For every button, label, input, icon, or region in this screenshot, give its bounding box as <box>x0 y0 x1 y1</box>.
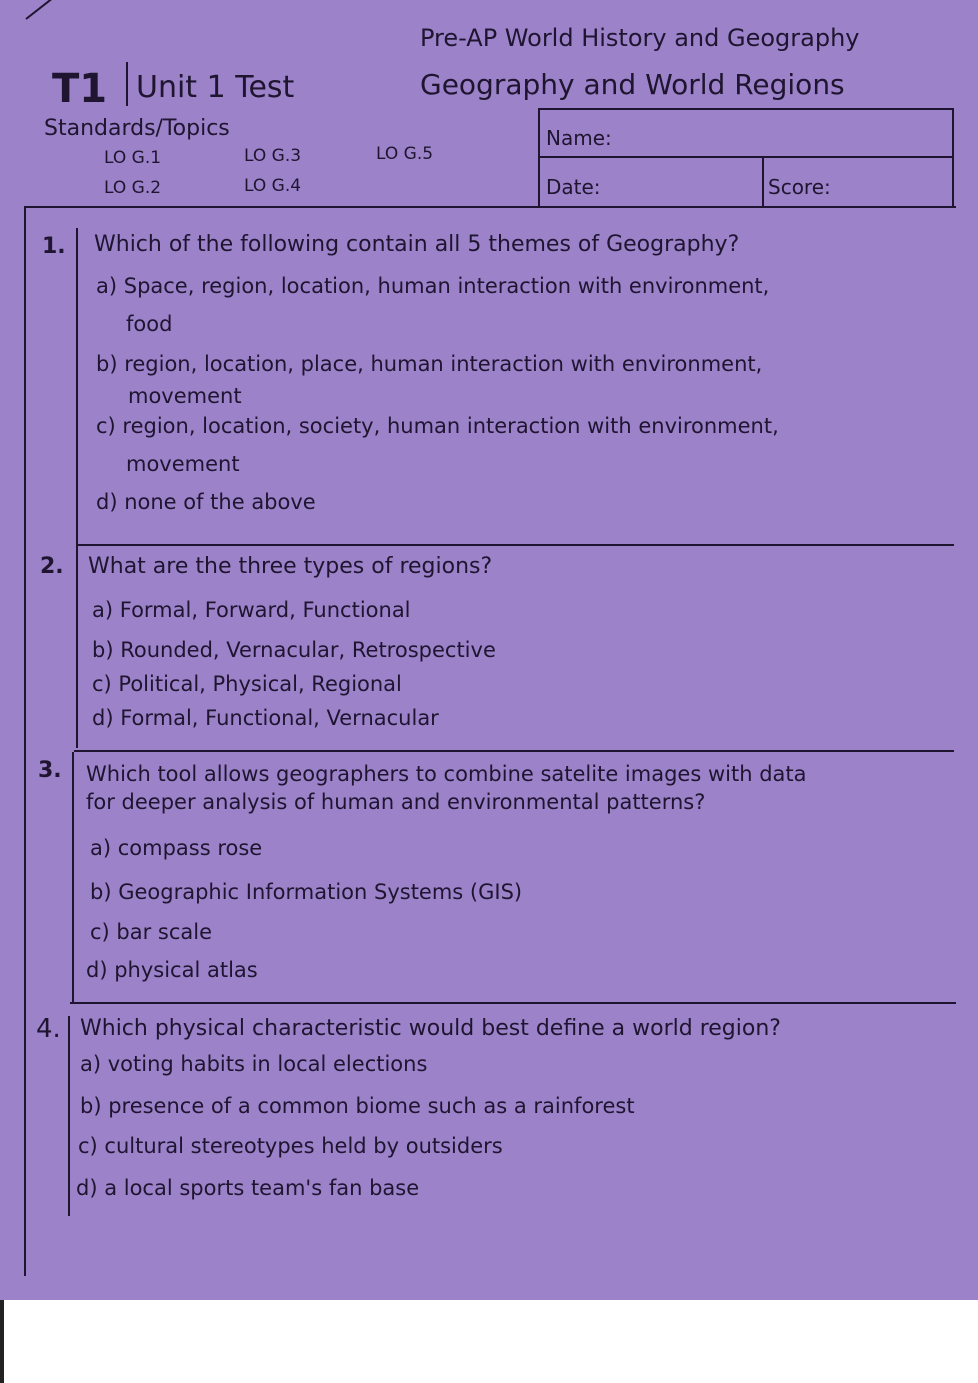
answer-option[interactable]: c) Political, Physical, Regional <box>92 672 402 696</box>
question-divider <box>74 750 954 752</box>
answer-option[interactable]: b) Geographic Information Systems (GIS) <box>90 880 523 904</box>
question-text: Which physical characteristic would best define a world region? <box>80 1016 781 1041</box>
answer-option[interactable]: a) compass rose <box>90 836 263 860</box>
standard-item: LO G.4 <box>244 176 302 196</box>
page-edge <box>0 1300 4 1383</box>
left-margin-line <box>24 206 26 1276</box>
box-line <box>538 108 954 110</box>
question-divider <box>70 1002 956 1004</box>
number-column-line <box>68 1016 70 1216</box>
question-text: Which tool allows geographers to combine satelite images with data <box>86 762 807 786</box>
standards-title: Standards/Topics <box>44 116 230 141</box>
box-line <box>538 108 540 208</box>
header-divider <box>26 206 956 208</box>
standard-item: LO G.3 <box>244 146 302 166</box>
date-field[interactable]: Date: <box>546 175 601 199</box>
answer-option-continued: movement <box>128 384 242 408</box>
title-divider <box>126 62 128 106</box>
course-title: Pre-AP World History and Geography <box>420 24 860 52</box>
answer-option[interactable]: d) physical atlas <box>86 958 258 982</box>
score-field[interactable]: Score: <box>768 175 831 199</box>
answer-option[interactable]: b) region, location, place, human interaction with environment, <box>96 352 763 376</box>
unit-title: Unit 1 Test <box>136 70 295 105</box>
question-text: What are the three types of regions? <box>88 554 493 579</box>
question-divider <box>78 544 954 546</box>
answer-option[interactable]: d) a local sports team's fan base <box>76 1176 420 1200</box>
question-text: Which of the following contain all 5 themes of Geography? <box>94 232 740 257</box>
box-line <box>762 156 764 208</box>
name-field[interactable]: Name: <box>546 126 612 150</box>
number-column-line <box>72 752 74 1002</box>
question-number: 2. <box>40 554 64 579</box>
question-number: 4. <box>36 1014 61 1044</box>
number-column-line <box>76 228 78 748</box>
question-text-continued: for deeper analysis of human and environmental patterns? <box>86 790 706 814</box>
answer-option[interactable]: c) region, location, society, human interaction with environment, <box>96 414 779 438</box>
test-code: T1 <box>52 66 108 112</box>
question-number: 1. <box>42 234 66 259</box>
answer-option[interactable]: d) none of the above <box>96 490 316 514</box>
answer-option[interactable]: a) Formal, Forward, Functional <box>92 598 411 622</box>
answer-option[interactable]: d) Formal, Functional, Vernacular <box>92 706 439 730</box>
answer-option-continued: movement <box>126 452 240 476</box>
pen-mark <box>25 0 74 20</box>
answer-option-continued: food <box>126 312 173 336</box>
answer-option[interactable]: a) voting habits in local elections <box>80 1052 428 1076</box>
question-number: 3. <box>38 758 62 783</box>
answer-option[interactable]: a) Space, region, location, human interaction with environment, <box>96 274 770 298</box>
answer-option[interactable]: b) presence of a common biome such as a rainforest <box>80 1094 635 1118</box>
box-line <box>538 156 954 158</box>
standard-item: LO G.1 <box>104 148 162 168</box>
answer-option[interactable]: c) cultural stereotypes held by outsiders <box>78 1134 503 1158</box>
topic-title: Geography and World Regions <box>420 68 845 101</box>
answer-option[interactable]: b) Rounded, Vernacular, Retrospective <box>92 638 496 662</box>
box-line <box>952 108 954 208</box>
standard-item: LO G.5 <box>376 144 434 164</box>
answer-option[interactable]: c) bar scale <box>90 920 213 944</box>
standard-item: LO G.2 <box>104 178 162 198</box>
